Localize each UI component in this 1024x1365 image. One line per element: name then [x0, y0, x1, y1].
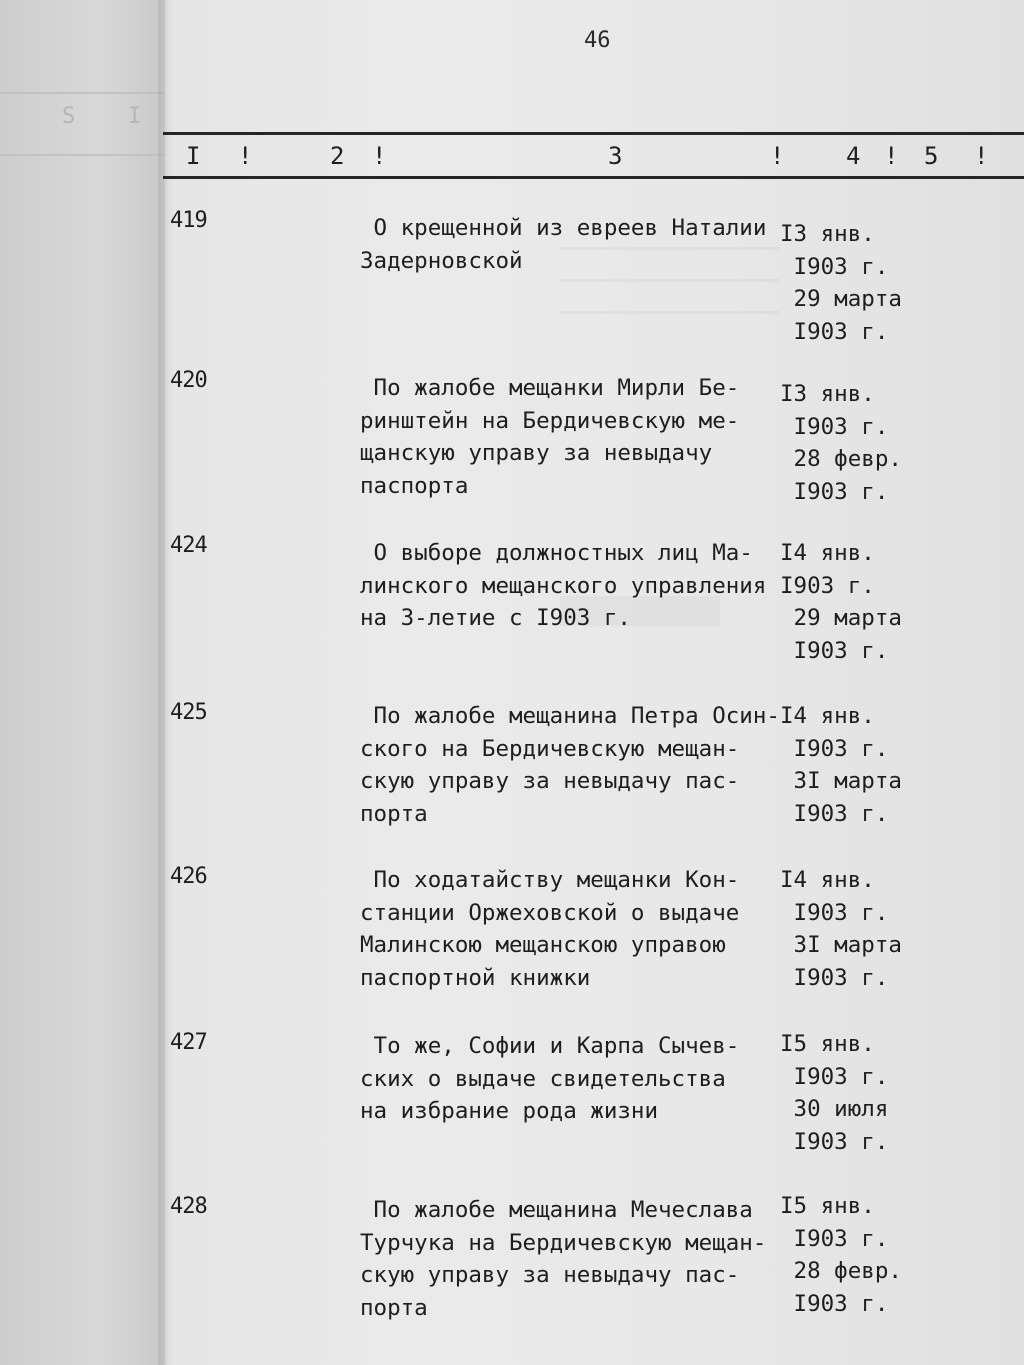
- entry-date-line: I903 г.: [780, 800, 889, 827]
- header-separator: !: [974, 142, 989, 170]
- entry-date-line: I903 г.: [780, 572, 875, 599]
- entry-description-line: По ходатайству мещанки Кон-: [360, 867, 740, 893]
- entry-number: 420: [170, 368, 207, 393]
- entry-dates: [780, 218, 902, 348]
- entry-dates: [780, 864, 902, 994]
- entry-description: [360, 1194, 780, 1324]
- header-rule-top: [163, 132, 1024, 135]
- page-edge-shadow: [158, 0, 168, 1365]
- entry-description-line: порта: [360, 1294, 428, 1321]
- header-separator: !: [372, 142, 387, 170]
- entry-description-line: Турчука на Бердичевскую мещан-: [360, 1229, 767, 1256]
- entry-date-line: I903 г.: [780, 1128, 889, 1155]
- entry-date-line: I903 г.: [780, 253, 889, 280]
- entry-description: [360, 864, 780, 994]
- header-separator: !: [884, 142, 899, 170]
- entry-date-line: I903 г.: [780, 735, 889, 762]
- underlying-page-mark: S: [62, 104, 76, 129]
- entry-description-line: щанскую управу за невыдачу: [360, 440, 713, 466]
- entry-description: [360, 1030, 780, 1128]
- entry-date-line: I3 янв.: [780, 381, 875, 407]
- entry-date-line: 3I марта: [780, 768, 902, 794]
- entry-date-line: 30 июля: [780, 1096, 889, 1122]
- entry-date-line: I903 г.: [780, 318, 889, 345]
- entry-date-line: I903 г.: [780, 1063, 889, 1090]
- entry-description-line: станции Оржеховской о выдаче: [360, 899, 740, 926]
- entry-description-line: на 3-летие с I903 г.: [360, 605, 631, 631]
- entry-date-line: I5 янв.: [780, 1031, 875, 1057]
- entry-description-line: Малинскою мещанскою управою: [360, 932, 726, 958]
- entry-date-line: 29 марта: [780, 286, 902, 312]
- header-col-2: 2: [330, 142, 345, 170]
- entry-date-line: I903 г.: [780, 413, 889, 440]
- entry-description: [360, 212, 780, 277]
- entry-description-line: О выборе должностных лиц Ма-: [360, 540, 753, 566]
- entry-date-line: 3I марта: [780, 932, 902, 958]
- entry-number: 425: [170, 700, 207, 725]
- header-separator: !: [770, 142, 785, 170]
- entry-description-line: По жалобе мещанки Мирли Бе-: [360, 375, 740, 401]
- entry-date-line: I5 янв.: [780, 1193, 875, 1219]
- entry-description-line: По жалобе мещанина Петра Осин-: [360, 703, 780, 729]
- entry-number: 428: [170, 1194, 207, 1219]
- header-col-4: 4: [846, 142, 861, 170]
- entry-date-line: I903 г.: [780, 899, 889, 926]
- entry-description-line: на избрание рода жизни: [360, 1098, 659, 1124]
- entry-description: [360, 372, 780, 502]
- entry-date-line: I903 г.: [780, 637, 889, 664]
- entry-description-line: порта: [360, 800, 428, 827]
- entry-date-line: 29 марта: [780, 605, 902, 631]
- entry-description-line: По жалобе мещанина Мечеслава: [360, 1197, 753, 1223]
- header-col-3: 3: [608, 142, 623, 170]
- header-separator: !: [238, 142, 253, 170]
- entry-dates: [780, 537, 902, 667]
- entry-number: 427: [170, 1030, 207, 1055]
- entry-date-line: I903 г.: [780, 1290, 889, 1317]
- entry-description-line: паспортной книжки: [360, 964, 591, 991]
- entry-description-line: ских о выдаче свидетельства: [360, 1065, 726, 1092]
- entry-number: 426: [170, 864, 207, 889]
- underlying-page-mark: I: [128, 104, 142, 129]
- entry-date-line: 28 февр.: [780, 446, 902, 472]
- entry-description-line: То же, Софии и Карпа Сычев-: [360, 1033, 740, 1059]
- entry-date-line: I903 г.: [780, 1225, 889, 1252]
- entry-dates: [780, 1190, 902, 1320]
- entry-description-line: Задерновской: [360, 247, 523, 274]
- entry-date-line: I903 г.: [780, 964, 889, 991]
- entry-dates: [780, 378, 902, 508]
- header-rule-bottom: [163, 176, 1024, 179]
- entry-dates: [780, 1028, 888, 1158]
- entry-date-line: 28 февр.: [780, 1258, 902, 1284]
- header-col-1: I: [186, 142, 201, 170]
- entry-description-line: линского мещанского управления: [360, 572, 767, 599]
- entry-date-line: I4 янв.: [780, 540, 875, 566]
- entry-number: 419: [170, 208, 207, 233]
- entry-date-line: I4 янв.: [780, 867, 875, 893]
- underlying-page: [0, 0, 165, 1365]
- entry-description-line: ского на Бердичевскую мещан-: [360, 735, 740, 762]
- entry-description: [360, 537, 780, 635]
- entry-description: [360, 700, 780, 830]
- entry-number: 424: [170, 533, 207, 558]
- entry-description-line: скую управу за невыдачу пас-: [360, 768, 740, 794]
- entry-date-line: I903 г.: [780, 478, 889, 505]
- entry-description-line: ринштейн на Бердичевскую ме-: [360, 407, 740, 434]
- entry-date-line: I4 янв.: [780, 703, 875, 729]
- page-number: 46: [584, 28, 611, 53]
- header-col-5: 5: [924, 142, 939, 170]
- entry-description-line: паспорта: [360, 472, 469, 499]
- entry-description-line: О крещенной из евреев Наталии: [360, 215, 767, 241]
- entry-date-line: I3 янв.: [780, 221, 875, 247]
- entry-dates: [780, 700, 902, 830]
- entry-description-line: скую управу за невыдачу пас-: [360, 1262, 740, 1288]
